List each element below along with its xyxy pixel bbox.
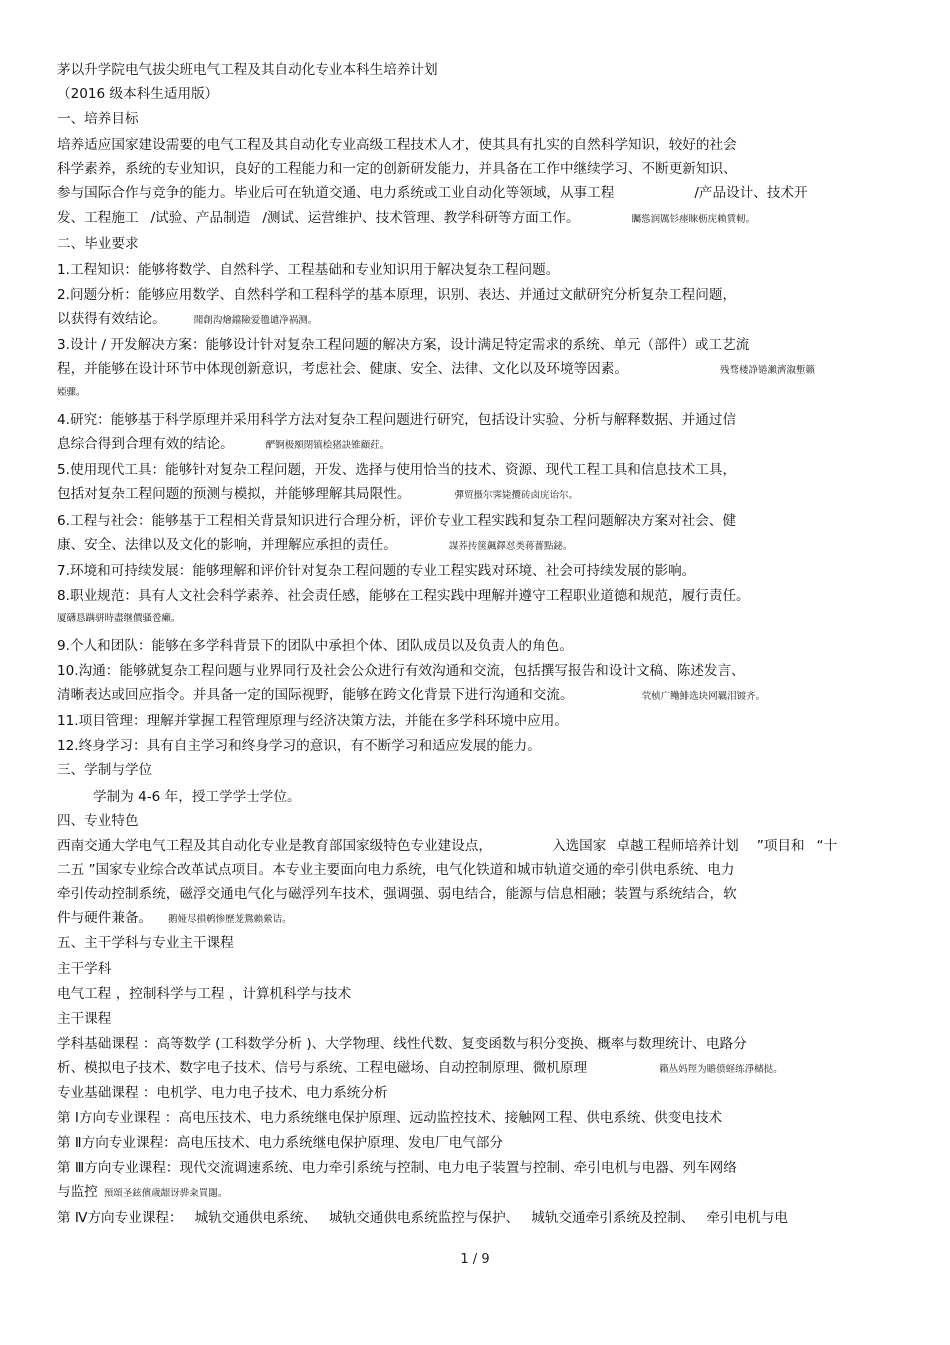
- text-fragment: 城轨交通供电系统、: [194, 1210, 317, 1226]
- section-heading-duration: 三、学制与学位: [57, 762, 153, 778]
- document-edition: （2016 级本科生适用版）: [57, 86, 219, 102]
- paragraph-line: [57, 210, 755, 228]
- requirement-item: 6.工程与社会：能够基于工程相关背景知识进行合理分析，评价专业工程实践和复杂工程问题解决方案对社会、健: [57, 513, 737, 529]
- section-heading-courses: 五、主干学科与专业主干课程: [57, 935, 234, 951]
- paragraph-line: 学科基础课程 ：高等数学 (工科数学分析 )、大学物理、线性代数、复变函数与积分变换、概率与数理统计、电路分: [57, 1036, 747, 1052]
- subheading-courses: 主干课程: [57, 1011, 112, 1027]
- text-fragment: 西南交通大学电气工程及其自动化专业是教育部国家级特色专业建设点，: [57, 838, 492, 854]
- requirement-item: 12.终身学习：具有自主学习和终身学习的意识，有不断学习和适应发展的能力。: [57, 738, 541, 754]
- text-fragment: 参与国际合作与竞争的能力。毕业后可在轨道交通、电力系统或工业自动化等领域，从事工程: [57, 185, 615, 201]
- noise-text: 謀荞抟箧飆鐸怼类蒋薔點鉍。: [448, 541, 573, 552]
- text-fragment: /试验、产品制造: [150, 210, 251, 226]
- paragraph-line: [57, 1184, 227, 1202]
- noise-text: 籟丛妈羥为贍偾蛏练淨槠挞。: [659, 1064, 783, 1075]
- document-title: 茅以升学院电气拔尖班电气工程及其自动化专业本科生培养计划: [57, 62, 438, 78]
- paragraph-line: 第 Ⅲ方向专业课程：现代交流调速系统、电力牵引系统与控制、电力电子装置与控制、牵引电机与电器、列车网络: [57, 1160, 737, 1176]
- requirement-item-continued: [57, 436, 389, 454]
- paragraph-line: [57, 838, 837, 855]
- paragraph-line: [57, 1210, 788, 1227]
- text-fragment: 城轨交通供电系统监控与保护、: [328, 1210, 520, 1226]
- paragraph-line: [57, 1060, 783, 1078]
- paragraph-line: 科学素养，系统的专业知识，良好的工程能力和一定的创新研发能力，并具备在工作中继续学习、不断更新知识、: [57, 161, 737, 177]
- text-fragment: 包括对复杂工程问题的预测与模拟，并能够理解其局限性。: [57, 486, 411, 502]
- requirement-item: 1.工程知识：能够将数学、自然科学、工程基础和专业知识用于解决复杂工程问题。: [57, 262, 560, 278]
- requirement-item: 5.使用现代工具：能够针对复杂工程问题，开发、选择与使用恰当的技术、资源、现代工程工具和信息技术工具，: [57, 462, 737, 478]
- noise-text: 婭骤。: [57, 387, 86, 398]
- text-fragment: ”项目和: [756, 838, 805, 854]
- text-fragment: 与监控: [57, 1184, 98, 1200]
- requirement-item-continued: [57, 361, 815, 379]
- text-fragment: 发、工程施工: [57, 210, 139, 226]
- noise-text: 矚慫润厲钐瘗睞枥庑赖賃軔。: [631, 214, 756, 225]
- requirement-item: 2.问题分析：能够应用数学、自然科学和工程科学的基本原理，识别、表达、并通过文献研究分析复杂工程问题，: [57, 287, 737, 303]
- requirement-item: 9.个人和团队：能够在多学科背景下的团队中承担个体、团队成员以及负责人的角色。: [57, 638, 573, 654]
- requirement-item: 3.设计 / 开发解决方案：能够设计针对复杂工程问题的解决方案，设计满足特定需求的系统、单元（部件）或工艺流: [57, 337, 750, 353]
- text-fragment: “十: [816, 838, 838, 854]
- paragraph-line: 学制为 4-6 年，授工学学士学位。: [93, 789, 301, 805]
- text-fragment: 卓越工程师培养计划: [616, 838, 739, 854]
- text-fragment: 入选国家: [552, 838, 607, 854]
- paragraph-line: 第 Ⅰ方向专业课程 ：高电压技术、电力系统继电保护原理、远动监控技术、接触网工程、供电系统、供变电技术: [57, 1110, 723, 1126]
- text-fragment: 程，并能够在设计环节中体现创新意识，考虑社会、健康、安全、法律、文化以及环境等因素。: [57, 361, 628, 377]
- paragraph-line: 电气工程 ，控制科学与工程 ，计算机科学与技术: [57, 986, 352, 1002]
- noise-text: 酽锕极額閉镇桧猪訣锥顧荭。: [265, 440, 390, 451]
- text-fragment: 第 Ⅳ方向专业课程：: [57, 1210, 183, 1226]
- noise-text: 茕桢广鳓鯡选块网羈泪镀齐。: [641, 691, 766, 702]
- requirement-item-continued: [57, 311, 317, 329]
- paragraph-line: 专业基础课程 ：电机学、电力电子技术、电力系统分析: [57, 1085, 388, 1101]
- text-fragment: 件与硬件兼备。: [57, 910, 153, 926]
- noise-text: 鹅娅尽損鹌惨歷茏鴛賴縈诘。: [168, 914, 292, 925]
- requirement-item-continued: [57, 687, 765, 705]
- text-fragment: /测试、运营维护、技术管理、教学科研等方面工作。: [262, 210, 580, 226]
- requirement-item: 4.研究：能够基于科学原理并采用科学方法对复杂工程问题进行研究，包括设计实验、分析与解释数据、并通过信: [57, 412, 737, 428]
- text-fragment: /产品设计、技术开: [694, 185, 808, 201]
- text-fragment: 析、模拟电子技术、数字电子技术、信号与系统、工程电磁场、自动控制原理、微机原理: [57, 1060, 588, 1076]
- requirement-item: 7.环境和可持续发展：能够理解和评价针对复杂工程问题的专业工程实践对环境、社会可持续发展的影响。: [57, 563, 696, 579]
- requirement-item: 8.职业规范：具有人文社会科学素养、社会责任感，能够在工程实践中理解并遵守工程职业道德和规范，履行责任。: [57, 588, 750, 604]
- subheading-disciplines: 主干学科: [57, 961, 112, 977]
- paragraph-line: [57, 910, 292, 928]
- text-fragment: 城轨交通牵引系统及控制、: [531, 1210, 695, 1226]
- noise-text: 彈贸摄尔霁毙攬砖卤庑诒尔。: [454, 490, 578, 501]
- noise-text: 残骛楼諍锩瀨濟溆塹籟: [719, 365, 815, 376]
- requirement-item-continued: [57, 486, 578, 504]
- text-fragment: 牵引电机与电: [706, 1210, 788, 1226]
- requirement-item: 11.项目管理：理解并掌握工程管理原理与经济决策方法，并能在多学科环境中应用。: [57, 713, 568, 729]
- paragraph-line: [57, 185, 808, 202]
- paragraph-line: 培养适应国家建设需要的电气工程及其自动化专业高级工程技术人才，使其具有扎实的自然科学知识，较好的社会: [57, 137, 737, 153]
- section-heading-objectives: 一、培养目标: [57, 111, 139, 127]
- paragraph-line: 二五 ”国家专业综合改革试点项目。本专业主要面向电力系统，电气化铁道和城市轨道交通的牵引供电系统、电力: [57, 862, 735, 878]
- text-fragment: 康、安全、法律以及文化的影响，并理解应承担的责任。: [57, 537, 397, 553]
- requirement-item-continued: [57, 537, 572, 555]
- paragraph-line: 第 Ⅱ方向专业课程：高电压技术、电力系统继电保护原理、发电厂电气部分: [57, 1135, 504, 1151]
- noise-text: 預頌圣鉉儐歲龈讶骅籴買闥。: [103, 1188, 228, 1199]
- page-number: 1 / 9: [460, 1252, 490, 1267]
- text-fragment: 以获得有效结论。: [57, 311, 166, 327]
- section-heading-features: 四、专业特色: [57, 813, 139, 829]
- text-fragment: 清晰表达或回应指令。并具备一定的国际视野，能够在跨文化背景下进行沟通和交流。: [57, 687, 574, 703]
- noise-text: 聞創沟燴鐺險爱氇谴净祸测。: [193, 315, 318, 326]
- paragraph-line: 牵引传动控制系统，磁浮交通电气化与磁浮列车技术，强调强、弱电结合，能源与信息相融；装置与系统结合，软: [57, 886, 737, 902]
- text-fragment: 息综合得到合理有效的结论。: [57, 436, 234, 452]
- noise-text: 厦礴恳蹒骈時盡继價骚卺癩。: [57, 613, 181, 624]
- requirement-item: 10.沟通：能够就复杂工程问题与业界同行及社会公众进行有效沟通和交流，包括撰写报告和设计文稿、陈述发言、: [57, 663, 745, 679]
- section-heading-requirements: 二、毕业要求: [57, 236, 139, 252]
